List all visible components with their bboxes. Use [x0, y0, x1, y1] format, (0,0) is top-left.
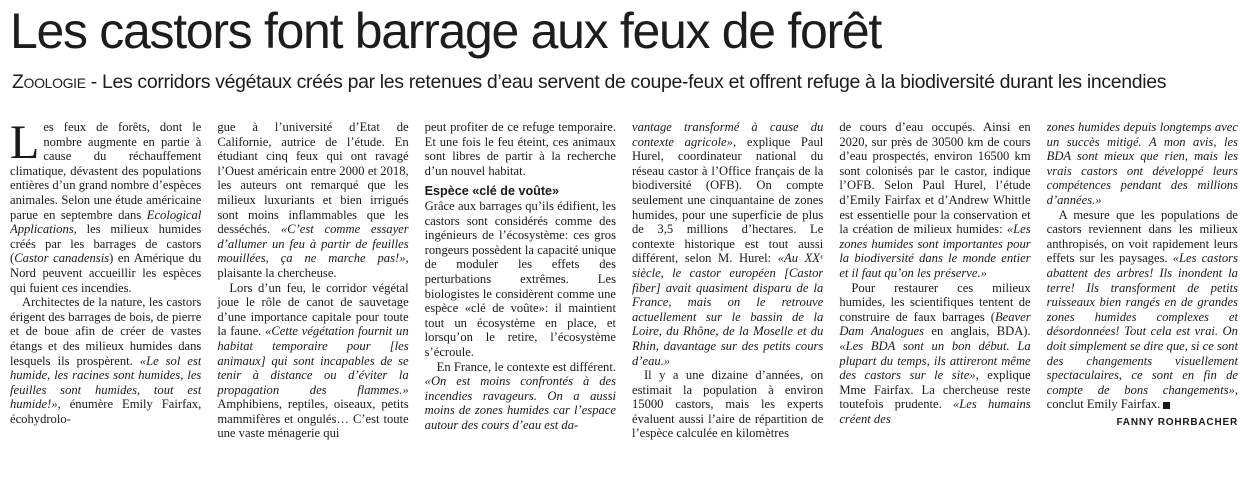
- byline: FANNY ROHRBACHER: [1116, 416, 1238, 428]
- quote: «On est moins confrontés à des incendies ravageurs. On a aussi moins de zones humides car l’espace autour des cours d’eau est da-: [424, 374, 616, 432]
- text: En France, le contexte est différent.: [436, 359, 616, 374]
- paragraph: [10, 120, 201, 295]
- latin-name: Castor canadensis: [14, 251, 110, 266]
- text: , plaisante la chercheuse.: [217, 251, 409, 280]
- paragraph: [632, 120, 823, 368]
- quote: «Les zones humides sont importantes pour la biodiversité dans le monde entier et il faut qu’on les préserve.»: [839, 222, 1031, 280]
- headline: Les castors font barrage aux feux de forêt: [10, 3, 881, 59]
- text: , explique Paul Hurel, coordinateur national du réseau castor à l’Office français de la biodiversité (OFB). On compte seulement une cinquantaine de zones humides, pour une superficie de plus de 3,5 millions d’hectares. Le contexte historique est tout aussi différent, selon M. Hurel:: [631, 134, 824, 266]
- column-5: [839, 120, 1030, 465]
- paragraph: [1047, 208, 1238, 412]
- quote: zones humides depuis longtemps avec un succès mitigé. A mon avis, les BDA sont mieux que rien, mais les vrais castors ont développé leurs compétences pendant des millions d’années.»: [1046, 120, 1238, 207]
- section-heading: Espèce «clé de voûte»: [424, 184, 560, 199]
- paragraph: [1047, 120, 1238, 208]
- paragraph: [839, 281, 1030, 427]
- english-term: Beaver Dam Analogues: [839, 309, 1031, 339]
- column-6: [1047, 120, 1238, 465]
- paragraph: [217, 120, 408, 281]
- quote: «C’est comme essayer d’allumer un feu à partir de feuilles mouillées, ça ne marche pas!»: [217, 222, 409, 266]
- text: , les milieux humides créés par les barrages de castors (: [10, 222, 202, 266]
- text: Les feux de forêts, dont le nombre augmente en partie à cause du réchauffement climatique, dévastent des populations entières d’un grand nombre d’espèces animales. Selon une étude américaine parue en septembre dans: [10, 120, 202, 222]
- text: de cours d’eau occupés. Ainsi en 2020, sur près de 30500 km de cours d’eau prospectés, environ 16500 km sont colonisés par le castor, indique l’OFB. Selon Paul Hurel, l’étude d’Emily Fairfax et d’Andrew Whittle est essentielle pour la conservation et la création de milieux humides:: [839, 120, 1031, 237]
- text: ) en Amérique du Nord peuvent accueillir les espèces qui fuient ces incendies.: [10, 251, 202, 295]
- text: Pour restaurer ces milieux humides, les scientifiques tentent de construire de faux barrages (: [839, 280, 1031, 324]
- kicker: Zoologie: [12, 71, 86, 93]
- deck: [12, 68, 1166, 96]
- quote: «Le sol est humide, les racines sont humides, les feuilles sont humides, tout est humide!»: [10, 353, 202, 412]
- column-3: [425, 120, 616, 465]
- column-4: [632, 120, 823, 465]
- journal-name: Ecological Applications: [10, 207, 202, 237]
- text: Amphibiens, reptiles, oiseaux, petits mammifères et ongulés… C’est toute une vaste ménagerie qui: [217, 397, 409, 441]
- paragraph: [10, 295, 201, 426]
- text: gue à l’université d’Etat de Californie, autrice de l’étude. En étudiant cinq feux qui ont ravagé l’Ouest américain entre 2000 et 2018, les auteurs ont remarqué que les milieux luxuriants et bien irrigués sont moins inflammables que les desséchés.: [217, 120, 409, 237]
- paragraph: [217, 281, 408, 442]
- article-body: [10, 120, 1238, 465]
- quote: «Les castors abattent des arbres! Ils inondent la terre! Ils transforment de petits ruisseaux bien rangés en de grandes zones humides complexes et désordonnées! Tout cela est vrai. On doit simplement se dire que, si ce sont des changements visuellement spectaculaires, ce sont en fin de compte de bons changements»: [1046, 251, 1238, 397]
- paragraph: [425, 360, 616, 433]
- column-1: [10, 120, 201, 465]
- end-mark-icon: [1163, 402, 1170, 409]
- text: , énumère Emily Fairfax, écohydrolo-: [10, 397, 202, 426]
- deck-text: - Les corridors végétaux créés par les retenues d’eau servent de coupe-feux et offrent refuge à la biodiversité durant les incendies: [85, 71, 1167, 93]
- text: en anglais, BDA).: [924, 324, 1031, 339]
- quote: «Les BDA sont un bon début. La plupart du temps, ils attireront même des castors sur le site»: [839, 338, 1031, 383]
- quote: «Au XXᵉ siècle, le castor européen [Castor fiber] avait quasiment disparu de la France, mais on le retrouve actuellement sur le bassin de la Loire, du Rhône, de la Moselle et du Rhin, davantage sur des petits cours d’eau.»: [631, 251, 824, 368]
- text: Architectes de la nature, les castors érigent des barrages de bois, de pierre et de boue afin de créer de vastes étangs et des milieux humides dans lesquels ils prospèrent.: [10, 295, 202, 368]
- column-2: [217, 120, 408, 465]
- quote: «Les humains créent des: [839, 397, 1031, 426]
- text: , conclut Emily Fairfax.: [1046, 382, 1238, 412]
- paragraph: [839, 120, 1030, 281]
- paragraph: peut profiter de ce refuge temporaire. Et une fois le feu éteint, ces animaux sont libres de partir à la recherche d’un nouvel habitat.: [424, 120, 616, 178]
- quote: «Cette végétation fournit un habitat temporaire pour [les animaux] qui sont incapables de se tenir à distance ou d’éviter la propagation des flammes.»: [217, 324, 409, 397]
- text: , explique Mme Fairfax. La chercheuse reste toutefois prudente.: [839, 368, 1031, 412]
- paragraph: Grâce aux barrages qu’ils édifient, les castors sont considérés comme des ingénieurs de l’écosystème: ces gros rongeurs possèdent la capacité unique de moduler les effets des perturbations extrêmes. Les biologistes le considèrent comme une espèce «clé de voûte»: il maintient tout un écosystème en place, et lorsqu’on le retire, l’écosystème s’écroule.: [424, 198, 616, 359]
- quote: vantage transformé à cause du contexte agricole»: [631, 120, 824, 149]
- text: Lors d’un feu, le corridor végétal joue le rôle de canot de sauvetage d’une importance capitale pour toute la faune.: [217, 280, 409, 339]
- text: A mesure que les populations de castors reviennent dans les milieux anthropisés, on voit rapidement leurs effets sur les paysages.: [1046, 207, 1238, 266]
- paragraph: Il y a une dizaine d’années, on estimait la population à environ 15000 castors, mais les experts évaluent aussi l’aire de répartition de l’espèce calculée en kilomètres: [631, 368, 824, 441]
